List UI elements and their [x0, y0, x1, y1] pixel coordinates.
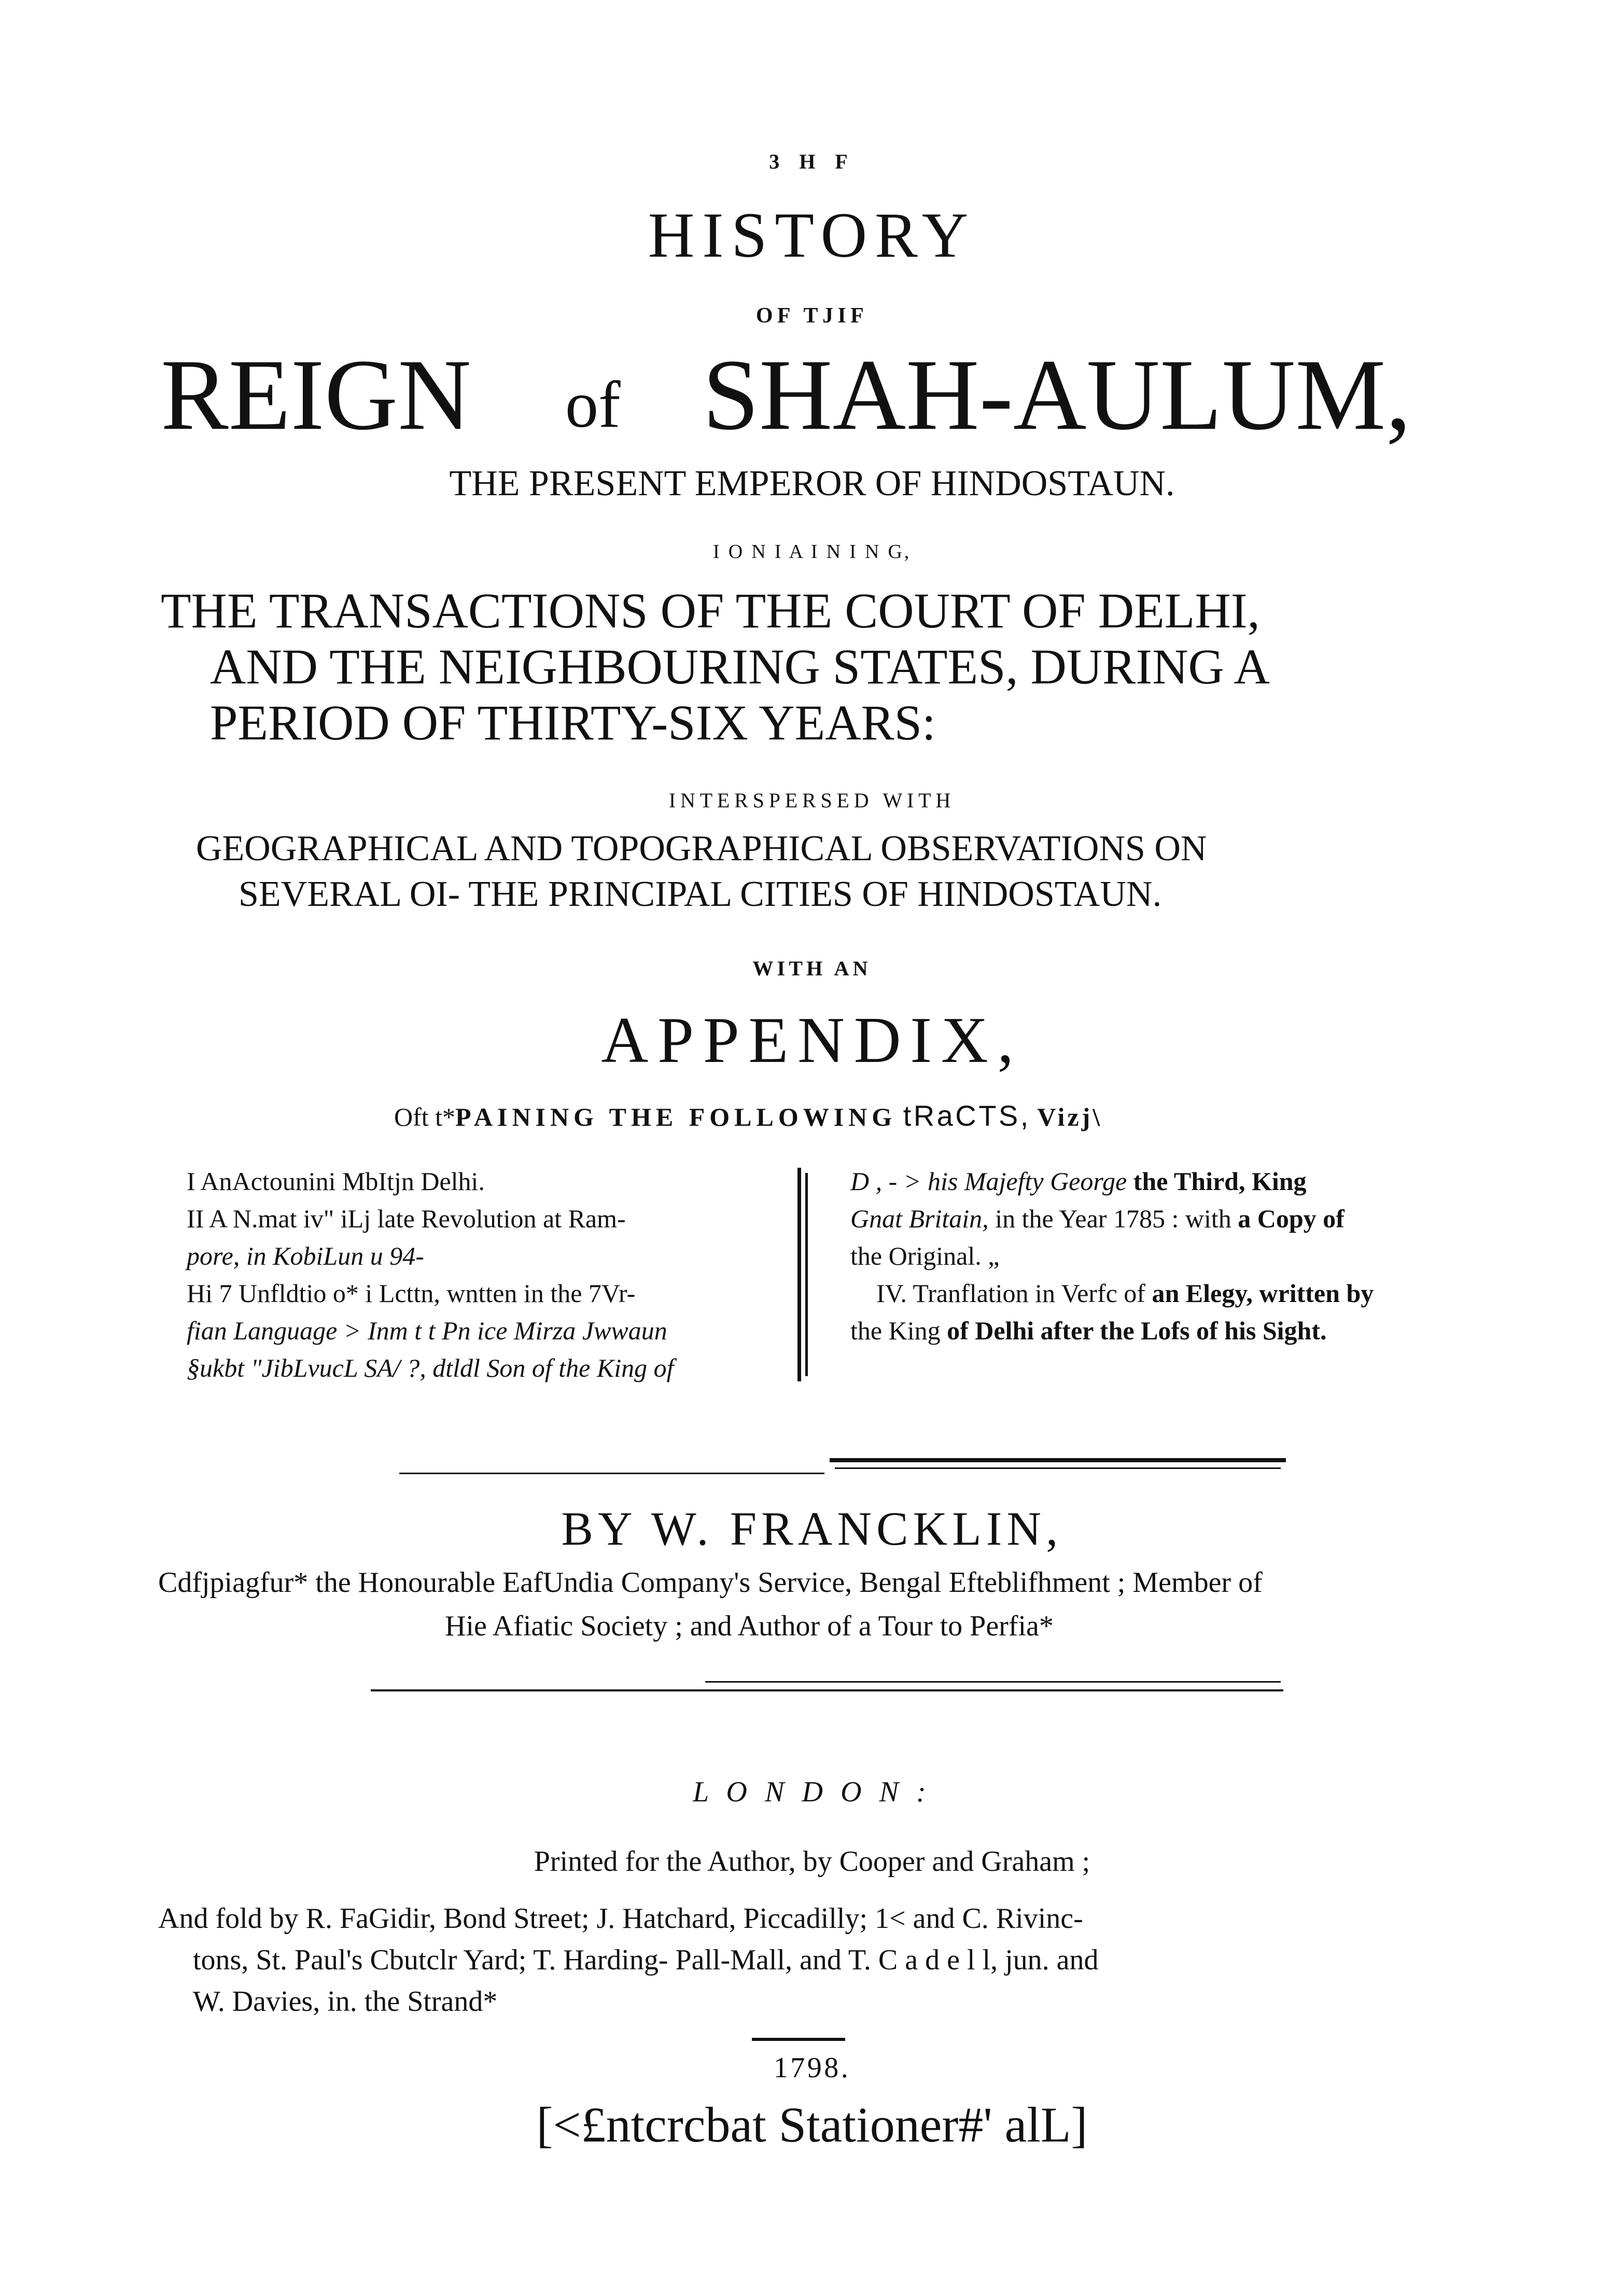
- right-line-2-c: a Copy of: [1231, 1204, 1345, 1233]
- imprint-printed: Printed for the Author, by Cooper and Graham ;: [534, 1845, 1090, 1878]
- right-line-2-b: in the Year 1785 : with: [988, 1204, 1231, 1233]
- containing-label: I O N I A I N I N G,: [712, 541, 912, 563]
- right-line-1-a: D , - > his Majefty: [850, 1167, 1051, 1196]
- containing-tracts-line: [394, 1101, 1102, 1130]
- right-line-5-c: Delhi after the Lofs of his Sight.: [968, 1316, 1327, 1345]
- author-name: BY W. FRANCKLIN,: [561, 1502, 1063, 1555]
- year-rule: [752, 2038, 845, 2041]
- subtitle-emperor: THE PRESENT EMPEROR OF HINDOSTAUN.: [449, 464, 1175, 503]
- tracts-middle: PAINING THE FOLLOWING: [455, 1102, 897, 1131]
- ornament-rule-bottom-2: [705, 1681, 1281, 1683]
- right-line-3-c: „: [981, 1241, 1000, 1270]
- right-column-line-1: [850, 1163, 1374, 1200]
- reign-title-of: of: [565, 368, 621, 441]
- imprint-sold-line-2: tons, St. Paul's Cbutclr Yard; T. Harding- Pall-Mall, and T. C a d e l l, jun. and: [193, 1944, 1099, 1976]
- of-the-label: OF TJIF: [755, 304, 869, 328]
- ornament-rule-top-thick: [830, 1458, 1286, 1462]
- tracts-prefix: Oft t*: [394, 1102, 456, 1131]
- right-line-1-c: the Third, King: [1127, 1167, 1307, 1196]
- tracts-viz: Vizj\: [1037, 1102, 1103, 1131]
- ornament-rule-top-thin-2: [835, 1467, 1281, 1469]
- transactions-line-2: AND THE NEIGHBOURING STATES, DURING A: [210, 639, 1270, 694]
- reign-title-left: REIGN: [161, 339, 471, 451]
- ornament-rule-bottom-1: [371, 1689, 1283, 1691]
- left-column-line-2: II A N.mat iv" iLj late Revolution at Ram-: [187, 1204, 626, 1233]
- transactions-line-3: PERIOD OF THIRTY-SIX YEARS:: [210, 695, 936, 750]
- tracts-word: tRaCTS,: [903, 1099, 1031, 1132]
- header-mark: 3 H F: [769, 150, 855, 173]
- right-line-1-b: George: [1050, 1167, 1127, 1196]
- stationers-note: [<£ntcrcbat Stationer#' alL]: [536, 2097, 1088, 2152]
- right-line-5-a: the King: [850, 1316, 947, 1345]
- title-history: HISTORY: [648, 200, 976, 271]
- left-column-line-5: fian Language > Inm t t Pn ice Mirza Jwwaun: [187, 1316, 667, 1345]
- imprint-sold-line-3: W. Davies, in. the Strand*: [193, 1985, 498, 2018]
- column-divider-2: [805, 1173, 808, 1376]
- ornament-rule-top-thin: [399, 1473, 824, 1474]
- right-line-4-a: IV. Tranflation in Verfc of: [876, 1279, 1152, 1308]
- appendix-left-column: [187, 1163, 674, 1387]
- right-line-4-c: by: [1339, 1279, 1374, 1308]
- reign-title-right: SHAH-AULUM,: [703, 339, 1411, 451]
- right-column-line-2: [850, 1200, 1374, 1237]
- column-divider: [797, 1168, 801, 1381]
- left-column-line-1: I AnActounini MbItjn Delhi.: [187, 1167, 485, 1196]
- right-line-2-a: Gnat Britain,: [850, 1204, 989, 1233]
- right-column-line-5: [850, 1312, 1374, 1349]
- geographical-line-1: GEOGRAPHICAL AND TOPOGRAPHICAL OBSERVATIONS ON: [196, 829, 1207, 869]
- right-column-line-4: [850, 1275, 1374, 1312]
- appendix-right-column: [850, 1163, 1374, 1349]
- transactions-line-1: THE TRANSACTIONS OF THE COURT OF DELHI,: [161, 583, 1260, 638]
- with-an-label: WITH AN: [752, 957, 872, 980]
- left-column-line-3: pore, in KobiLun u 94-: [187, 1241, 424, 1270]
- left-column-line-6: §ukbt "JibLvucL SA/ ?, dtldl Son of the King of: [187, 1353, 674, 1382]
- left-column-line-4: Hi 7 Unfldtio o* i Lcttn, wntten in the 7Vr-: [187, 1279, 636, 1308]
- interspersed-label: INTERSPERSED WITH: [668, 789, 956, 812]
- geographical-line-2: SEVERAL OI- THE PRINCIPAL CITIES OF HINDOSTAUN.: [239, 874, 1162, 914]
- right-line-4-b: an Elegy, written: [1152, 1279, 1340, 1308]
- author-description-line-1: Cdfjpiagfur* the Honourable EafUndia Company's Service, Bengal Efteblifhment ; Member of: [158, 1566, 1263, 1599]
- right-line-3-a: the Original.: [850, 1241, 982, 1270]
- right-line-5-b: of: [947, 1316, 969, 1345]
- imprint-sold-line-1: And fold by R. FaGidir, Bond Street; J. Hatchard, Piccadilly; 1< and C. Rivinc-: [158, 1902, 1083, 1935]
- appendix-title: APPENDIX,: [601, 1004, 1023, 1076]
- imprint-london: L O N D O N :: [693, 1776, 931, 1808]
- right-column-line-3: [850, 1237, 1374, 1275]
- imprint-year: 1798.: [773, 2052, 851, 2084]
- author-description-line-2: Hie Afiatic Society ; and Author of a Tour to Perfia*: [445, 1610, 1054, 1642]
